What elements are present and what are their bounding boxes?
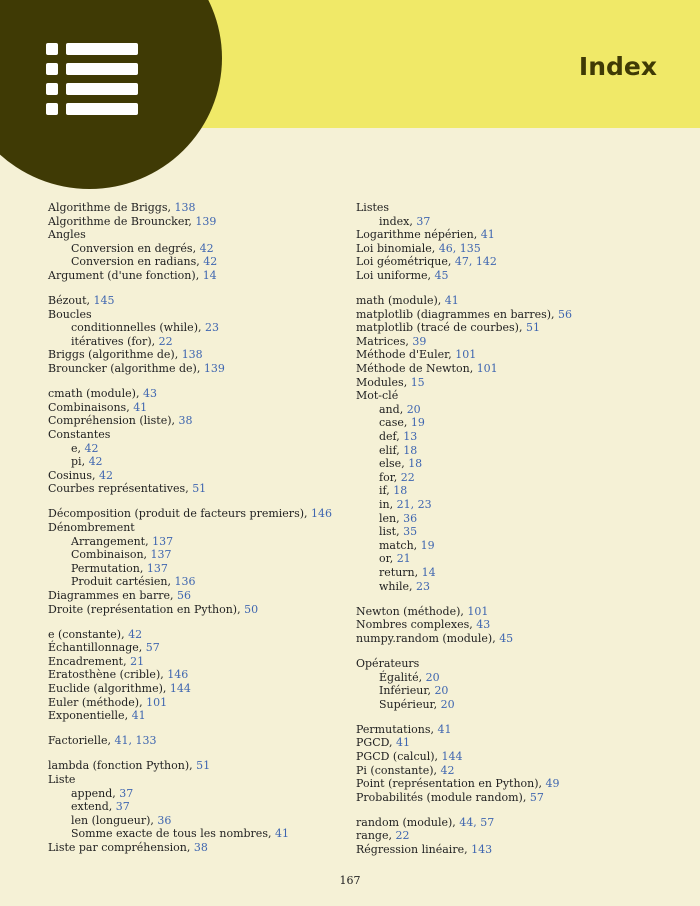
page-link[interactable]: 138 [181, 348, 203, 362]
index-subentry: for, 22 [379, 470, 415, 484]
index-subentry: elif, 18 [379, 443, 418, 457]
group-gap [48, 723, 348, 735]
index-entry: Argument (d'une fonction), 14 [48, 268, 217, 282]
index-entry: Loi géométrique, 47, 142 [356, 255, 497, 269]
index-term: Euler (méthode) [48, 695, 140, 709]
group-gap [356, 593, 656, 605]
group-gap [48, 616, 348, 628]
index-entry: Briggs (algorithme de), 138 [48, 348, 203, 362]
index-term: Eratosthène (crible) [48, 668, 161, 682]
page-link[interactable]: 46, 135 [438, 241, 481, 255]
index-entry [48, 521, 348, 535]
page-link[interactable]: 41 [480, 228, 495, 242]
index-entry: Matrices, 39 [356, 334, 427, 348]
index-entry: Algorithme de Brouncker, 139 [48, 214, 217, 228]
index-term: Angles [48, 228, 86, 242]
index-entry: Loi binomiale, 46, 135 [356, 241, 481, 255]
index-term: Permutations [356, 722, 431, 736]
page-link[interactable]: 38 [178, 414, 193, 428]
index-subentry: Inférieur, 20 [379, 684, 449, 698]
page-link[interactable]: 101 [146, 695, 168, 709]
page-link[interactable]: 101 [455, 348, 477, 362]
index-term: while [379, 579, 410, 593]
index-column-right [356, 201, 656, 857]
page-link[interactable]: 22 [158, 334, 173, 348]
group-gap [356, 711, 656, 723]
page-link[interactable]: 41 [437, 722, 452, 736]
index-entry: Bézout, 145 [48, 294, 115, 308]
index-entry: range, 22 [356, 829, 410, 843]
index-entry: PGCD, 41 [356, 736, 411, 750]
page-link[interactable]: 41 [133, 400, 148, 414]
index-column-left [48, 201, 348, 855]
index-entry: matplotlib (diagrammes en barres), 56 [356, 307, 573, 321]
group-gap [356, 804, 656, 816]
index-subentry: Égalité, 20 [379, 670, 440, 684]
index-entry: Euclide (algorithme), 144 [48, 682, 191, 695]
index-term: random (module) [356, 815, 453, 829]
index-term: conditionnelles (while) [71, 321, 198, 335]
index-term: Régression linéaire [356, 843, 465, 857]
index-entry: Compréhension (liste), 38 [48, 414, 193, 428]
page-link[interactable]: 143 [471, 843, 493, 857]
page-link[interactable]: 50 [244, 602, 259, 616]
index-subentry: match, 19 [379, 538, 435, 552]
index-term: if [379, 484, 387, 498]
index-term: Liste [48, 772, 76, 786]
group-gap [356, 645, 656, 657]
page-link[interactable]: 41, 133 [114, 734, 157, 748]
page-link[interactable]: 22 [395, 829, 410, 843]
index-entry: Liste par compréhension, 38 [48, 840, 208, 854]
page-link[interactable]: 14 [421, 565, 436, 579]
index-term: Argument (d'une fonction) [48, 268, 196, 282]
page-link[interactable]: 42 [203, 255, 218, 269]
index-term: lambda (fonction Python) [48, 759, 190, 773]
index-term: Méthode de Newton [356, 362, 470, 376]
page-link[interactable]: 42 [84, 441, 99, 455]
index-term: Liste par compréhension [48, 840, 187, 854]
index-term: Newton (méthode) [356, 604, 461, 618]
index-entry: matplotlib (tracé de courbes), 51 [356, 321, 540, 335]
index-term: Modules [356, 375, 404, 389]
page-link[interactable]: 18 [408, 457, 423, 471]
index-entry: PGCD (calcul), 144 [356, 749, 463, 763]
index-entry: random (module), 44, 57 [356, 815, 495, 829]
index-term: Algorithme de Briggs [48, 201, 168, 214]
index-term: Mot-clé [356, 389, 399, 403]
index-term: Courbes représentatives [48, 482, 186, 496]
page-link[interactable]: 41 [274, 827, 289, 841]
index-entry: Probabilités (module random), 57 [356, 790, 544, 804]
index-subentry: list, 35 [379, 525, 418, 539]
index-term: Loi géométrique [356, 255, 448, 269]
page-link[interactable]: 41 [444, 294, 459, 308]
index-entry: e (constante), 42 [48, 627, 143, 641]
index-subentry: Conversion en degrés, 42 [71, 241, 214, 255]
index-term: Inférieur [379, 684, 428, 698]
index-term: Logarithme népérien [356, 228, 474, 242]
page-link[interactable]: 57 [145, 641, 160, 655]
index-term: PGCD [356, 736, 390, 750]
index-term: matplotlib (diagrammes en barres) [356, 307, 552, 321]
index-subentry: case, 19 [379, 416, 425, 430]
page-link[interactable]: 144 [441, 749, 463, 763]
index-entry: Point (représentation en Python), 49 [356, 777, 560, 791]
page-link[interactable]: 42 [199, 241, 214, 255]
page-link[interactable]: 35 [403, 525, 418, 539]
page-link[interactable]: 51 [196, 759, 211, 773]
index-entry: Exponentielle, 41 [48, 709, 146, 723]
page-link[interactable]: 41 [396, 736, 411, 750]
index-subentry: or, 21 [379, 552, 411, 566]
index-term: Euclide (algorithme) [48, 682, 163, 695]
index-entry [356, 389, 656, 403]
index-subentry: else, 18 [379, 457, 423, 471]
index-entry: Eratosthène (crible), 146 [48, 668, 189, 682]
index-term: or [379, 552, 390, 566]
index-entry: Régression linéaire, 143 [356, 843, 493, 857]
page-link[interactable]: 20 [434, 684, 449, 698]
index-term: Produit cartésien [71, 575, 168, 589]
index-entry: Brouncker (algorithme de), 139 [48, 362, 225, 376]
index-term: match [379, 538, 414, 552]
index-subentry: len, 36 [379, 511, 418, 525]
page-link[interactable]: 21 [130, 654, 145, 668]
index-subentry: conditionnelles (while), 23 [71, 321, 219, 335]
index-subentry: Combinaison, 137 [71, 548, 172, 562]
page-link[interactable]: 42 [128, 627, 143, 641]
page-link[interactable]: 101 [467, 604, 489, 618]
page-link[interactable]: 51 [525, 321, 540, 335]
index-entry [48, 773, 348, 787]
index-term: Bézout [48, 294, 87, 308]
index-term: Loi binomiale [356, 241, 432, 255]
index-term: def [379, 430, 397, 443]
page-link[interactable]: 37 [119, 786, 134, 800]
index-term: extend [71, 800, 109, 814]
index-term: Factorielle [48, 734, 108, 748]
index-subentry: e, 42 [71, 441, 99, 455]
index-term: append [71, 786, 113, 800]
index-term: Algorithme de Brouncker [48, 214, 189, 228]
index-term: case [379, 416, 404, 430]
index-subentry: len (longueur), 36 [71, 813, 172, 827]
page-link[interactable]: 21 [396, 552, 411, 566]
index-term: Supérieur [379, 697, 434, 711]
page-link[interactable]: 20 [406, 402, 421, 416]
page-link[interactable]: 20 [425, 670, 440, 684]
page-link[interactable]: 19 [420, 538, 435, 552]
index-term: itératives (for) [71, 334, 152, 348]
index-subentry: Arrangement, 137 [71, 534, 174, 548]
index-entry: Méthode d'Euler, 101 [356, 348, 477, 362]
index-subentry: index, 37 [379, 214, 431, 228]
index-subentry: and, 20 [379, 402, 421, 416]
index-entry: Échantillonnage, 57 [48, 641, 160, 655]
index-subentry: append, 37 [71, 786, 134, 800]
page-link[interactable]: 44, 57 [459, 815, 495, 829]
page-link[interactable]: 139 [195, 214, 217, 228]
index-entry: cmath (module), 43 [48, 387, 157, 401]
index-entry: numpy.random (module), 45 [356, 631, 514, 645]
page-link[interactable]: 146 [311, 507, 333, 521]
index-term: Arrangement [71, 534, 146, 548]
index-term: Brouncker (algorithme de) [48, 362, 197, 376]
index-entry: Combinaisons, 41 [48, 400, 148, 414]
page-title: Index [578, 52, 657, 81]
index-term: numpy.random (module) [356, 631, 493, 645]
index-term: Exponentielle [48, 709, 125, 723]
page-link[interactable]: 14 [202, 268, 217, 282]
page-link[interactable]: 137 [146, 561, 168, 575]
index-term: in [379, 497, 390, 511]
index-subentry: Somme exacte de tous les nombres, 41 [71, 827, 289, 841]
page-link[interactable]: 49 [545, 777, 560, 791]
page-link[interactable]: 36 [157, 813, 172, 827]
index-term: range [356, 829, 389, 843]
index-entry: Cosinus, 42 [48, 468, 114, 482]
group-gap [48, 283, 348, 295]
group-gap [48, 748, 348, 760]
index-term: e (constante) [48, 627, 122, 641]
index-entry: Logarithme népérien, 41 [356, 228, 495, 242]
page-link[interactable]: 42 [440, 763, 455, 777]
index-term: Combinaisons [48, 400, 127, 414]
page-link[interactable]: 23 [204, 321, 219, 335]
page-link[interactable]: 13 [403, 430, 418, 443]
page-link[interactable]: 22 [400, 470, 415, 484]
index-term: Listes [356, 201, 390, 214]
index-term: Échantillonnage [48, 641, 139, 655]
index-term: Boucles [48, 307, 92, 321]
index-term: math (module) [356, 294, 438, 308]
index-term: for [379, 470, 394, 484]
index-term: cmath (module) [48, 387, 136, 401]
index-subentry: def, 13 [379, 430, 418, 443]
page-link[interactable]: 138 [174, 201, 196, 214]
index-term: and [379, 402, 400, 416]
page-link[interactable]: 23 [416, 579, 431, 593]
index-term: Point (représentation en Python) [356, 777, 539, 791]
index-subentry: Conversion en radians, 42 [71, 255, 218, 269]
index-entry [48, 228, 348, 242]
page-link[interactable]: 146 [167, 668, 189, 682]
index-term: len (longueur) [71, 813, 151, 827]
index-term: Matrices [356, 334, 406, 348]
index-entry: Euler (méthode), 101 [48, 695, 168, 709]
page-link[interactable]: 21, 23 [396, 497, 432, 511]
index-entry: Courbes représentatives, 51 [48, 482, 207, 496]
index-term: len [379, 511, 397, 525]
index-subentry: while, 23 [379, 579, 431, 593]
page-link[interactable]: 136 [174, 575, 196, 589]
index-entry: math (module), 41 [356, 294, 459, 308]
index-term: pi [71, 455, 82, 469]
index-term: else [379, 457, 402, 471]
group-gap [48, 376, 348, 388]
index-entry: lambda (fonction Python), 51 [48, 759, 211, 773]
index-term: Diagrammes en barre [48, 588, 170, 602]
page-link[interactable]: 37 [416, 214, 431, 228]
index-entry: Encadrement, 21 [48, 654, 145, 668]
index-entry: Loi uniforme, 45 [356, 268, 449, 282]
index-entry [356, 201, 656, 215]
page-link[interactable]: 19 [410, 416, 425, 430]
index-term: Méthode d'Euler [356, 348, 449, 362]
index-term: return [379, 565, 415, 579]
index-subentry: return, 14 [379, 565, 436, 579]
page-link[interactable]: 36 [403, 511, 418, 525]
index-term: matplotlib (tracé de courbes) [356, 321, 519, 335]
page-link[interactable]: 43 [476, 618, 491, 632]
page-link[interactable]: 43 [142, 387, 157, 401]
page-link[interactable]: 51 [192, 482, 207, 496]
index-term: Décomposition (produit de facteurs premiers) [48, 507, 305, 521]
index-entry [48, 308, 348, 322]
page-link[interactable]: 56 [176, 588, 191, 602]
page-link[interactable]: 37 [115, 800, 130, 814]
index-entry: Pi (constante), 42 [356, 763, 455, 777]
index-subentry: itératives (for), 22 [71, 334, 173, 348]
page-link[interactable]: 56 [558, 307, 573, 321]
page-number: 167 [339, 874, 361, 887]
index-entry: Factorielle, 41, 133 [48, 734, 157, 748]
index-term: Briggs (algorithme de) [48, 348, 175, 362]
page-link[interactable]: 18 [393, 484, 408, 498]
index-entry: Newton (méthode), 101 [356, 604, 489, 618]
page-link[interactable]: 38 [193, 840, 208, 854]
page-link[interactable]: 20 [440, 697, 455, 711]
index-entry: Modules, 15 [356, 375, 425, 389]
index-subentry: Permutation, 137 [71, 561, 168, 575]
list-icon [46, 43, 138, 115]
index-term: Nombres complexes [356, 618, 470, 632]
index-term: Droite (représentation en Python) [48, 602, 238, 616]
page-link[interactable]: 45 [434, 268, 449, 282]
index-term: list [379, 525, 397, 539]
index-term: Combinaison [71, 548, 144, 562]
index-entry: Diagrammes en barre, 56 [48, 588, 191, 602]
page-link[interactable]: 18 [403, 443, 418, 457]
index-entry: Droite (représentation en Python), 50 [48, 602, 259, 616]
page-link[interactable]: 145 [93, 294, 115, 308]
page-link[interactable]: 41 [131, 709, 146, 723]
index-entry: Nombres complexes, 43 [356, 618, 491, 632]
page-link[interactable]: 139 [203, 362, 225, 376]
page-link[interactable]: 45 [499, 631, 514, 645]
index-term: Opérateurs [356, 656, 420, 670]
page-link[interactable]: 42 [99, 468, 114, 482]
index-term: e [71, 441, 78, 455]
index-subentry: Produit cartésien, 136 [71, 575, 196, 589]
index-entry: Algorithme de Briggs, 138 [48, 201, 196, 214]
index-entry [48, 428, 348, 442]
index-term: Compréhension (liste) [48, 414, 172, 428]
group-gap [356, 283, 656, 295]
index-term: index [379, 214, 410, 228]
index-subentry: in, 21, 23 [379, 497, 432, 511]
index-term: Conversion en degrés [71, 241, 193, 255]
index-term: PGCD (calcul) [356, 749, 435, 763]
index-term: Cosinus [48, 468, 93, 482]
index-term: Constantes [48, 427, 111, 441]
index-term: Conversion en radians [71, 255, 197, 269]
index-entry: Permutations, 41 [356, 722, 452, 736]
index-entry [356, 657, 656, 671]
index-subentry: pi, 42 [71, 455, 103, 469]
page-link[interactable]: 42 [88, 455, 103, 469]
page-link[interactable]: 137 [152, 534, 174, 548]
page-link[interactable]: 144 [169, 682, 191, 695]
index-term: Dénombrement [48, 520, 135, 534]
page-link[interactable]: 39 [412, 334, 427, 348]
page-link[interactable]: 15 [410, 375, 425, 389]
index-term: Probabilités (module random) [356, 790, 523, 804]
page-link[interactable]: 57 [529, 790, 544, 804]
page-link[interactable]: 137 [150, 548, 172, 562]
index-term: Encadrement [48, 654, 124, 668]
page-link[interactable]: 47, 142 [454, 255, 497, 269]
index-term: Loi uniforme [356, 268, 428, 282]
index-subentry: Supérieur, 20 [379, 697, 455, 711]
index-entry: Méthode de Newton, 101 [356, 362, 498, 376]
index-entry: Décomposition (produit de facteurs premiers), 146 [48, 507, 333, 521]
index-subentry: extend, 37 [71, 800, 130, 814]
index-term: Pi (constante) [356, 763, 434, 777]
group-gap [48, 496, 348, 508]
index-subentry: if, 18 [379, 484, 408, 498]
index-term: Égalité [379, 670, 419, 684]
index-term: Permutation [71, 561, 140, 575]
index-term: Somme exacte de tous les nombres [71, 827, 268, 841]
index-term: elif [379, 443, 397, 457]
page-link[interactable]: 101 [476, 362, 498, 376]
